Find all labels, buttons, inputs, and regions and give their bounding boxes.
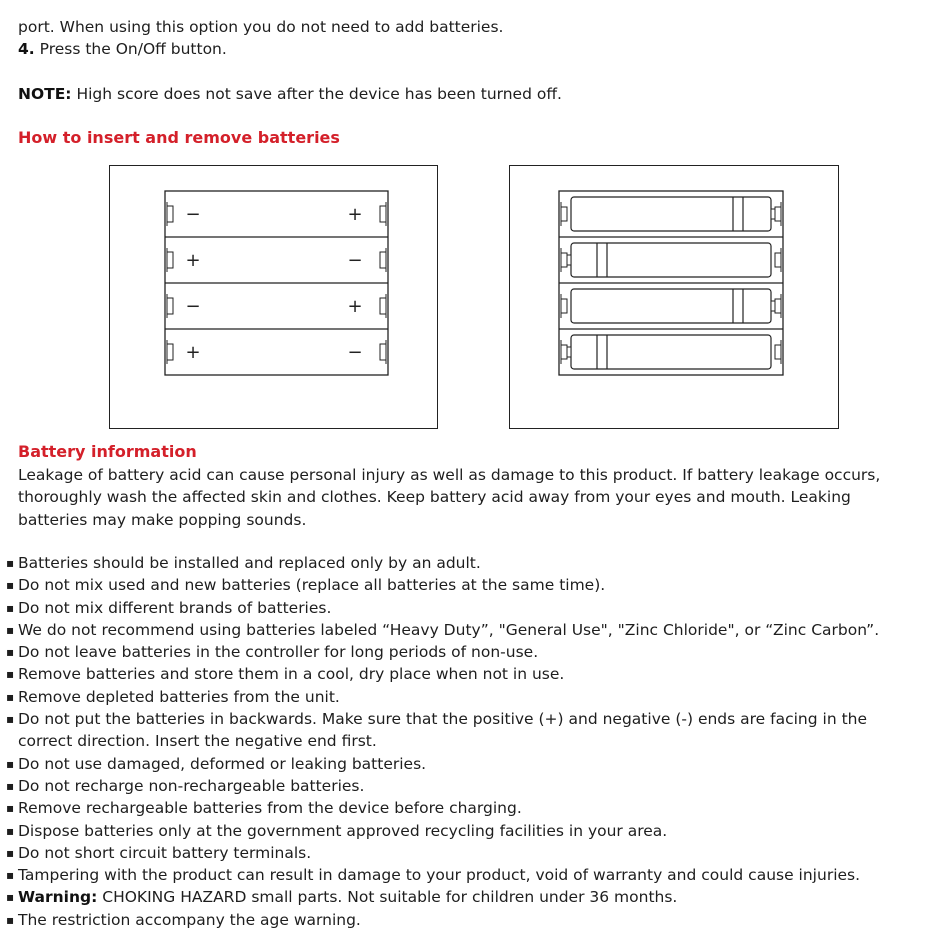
bullet-marker: ▪	[6, 556, 15, 570]
bullet-text: Remove depleted batteries from the unit.	[18, 687, 340, 706]
bullet-text: CHOKING HAZARD small parts. Not suitable for children under 36 months.	[97, 888, 678, 907]
bullet-text: Do not use damaged, deformed or leaking batteries.	[18, 754, 427, 773]
battery-information-heading: Battery information	[18, 442, 197, 461]
bullet-marker: ▪	[6, 801, 15, 816]
battery-positive-nub	[567, 255, 571, 265]
battery-body	[571, 243, 771, 277]
bullet-text: We do not recommend using batteries labeled “Heavy Duty”, "General Use", "Zinc Chloride", or “Zinc Carbon”.	[18, 620, 880, 639]
bullet-text: Do not put the batteries in backwards. Make sure that the positive (+) and negative (-) ends are facing in the correct direction. Insert the negative end first.	[18, 710, 868, 751]
bullet-marker: ▪	[6, 845, 15, 860]
installed-battery	[559, 283, 783, 323]
installed-battery	[559, 329, 783, 369]
battery-installed-svg	[510, 166, 838, 428]
bullet-marker: ▪	[6, 823, 15, 838]
installed-battery	[559, 237, 783, 277]
bullet-text: Do not leave batteries in the controller for long periods of non-use.	[18, 643, 539, 662]
bullet-marker: ▪	[6, 756, 15, 771]
installed-battery-rows	[559, 197, 783, 369]
note-label: NOTE:	[18, 85, 72, 103]
battery-safety-item	[6, 552, 921, 574]
intro-line: port. When using this option you do not need to add batteries.	[18, 18, 504, 36]
bullet-text: Do not short circuit battery terminals.	[18, 843, 312, 862]
battery-safety-item	[6, 864, 921, 886]
battery-safety-item	[6, 797, 921, 819]
battery-compartment-diagram-filled	[509, 165, 839, 429]
battery-safety-item	[6, 708, 921, 753]
battery-safety-item	[6, 686, 921, 708]
step-line	[18, 38, 227, 60]
step-number: 4.	[18, 40, 35, 58]
left-polarity-sign: −	[185, 296, 201, 317]
right-polarity-sign: −	[347, 342, 363, 363]
battery-safety-item	[6, 619, 921, 641]
note-text: High score does not save after the device has been turned off.	[71, 85, 562, 103]
bullet-marker: ▪	[6, 689, 15, 704]
battery-body	[571, 197, 771, 231]
bullet-text: Do not mix used and new batteries (replace all batteries at the same time).	[18, 576, 606, 595]
bullet-text: Do not mix different brands of batteries.	[18, 598, 332, 617]
bullet-marker: ▪	[6, 778, 15, 793]
battery-positive-nub	[771, 301, 775, 311]
right-polarity-sign: +	[347, 204, 363, 225]
bullet-text: Remove rechargeable batteries from the device before charging.	[18, 799, 522, 818]
bullet-marker: ▪	[6, 600, 15, 615]
left-polarity-sign: +	[185, 250, 201, 271]
note-line	[18, 83, 562, 105]
battery-safety-list	[6, 552, 921, 931]
warning-label: Warning:	[18, 888, 98, 907]
left-polarity-sign: +	[185, 342, 201, 363]
right-polarity-sign: −	[347, 250, 363, 271]
bullet-marker: ▪	[6, 712, 15, 727]
bullet-text: The restriction accompany the age warning.	[18, 910, 361, 929]
bullet-text: Do not recharge non-rechargeable batteries.	[18, 776, 365, 795]
battery-compartment-svg	[110, 166, 437, 428]
bullet-text: Dispose batteries only at the government approved recycling facilities in your area.	[18, 821, 668, 840]
battery-safety-item	[6, 820, 921, 842]
bullet-marker: ▪	[6, 868, 15, 883]
battery-safety-item	[6, 574, 921, 596]
bullet-marker: ▪	[6, 622, 15, 637]
battery-compartment-diagram-empty	[109, 165, 438, 429]
battery-safety-item	[6, 641, 921, 663]
battery-safety-item	[6, 663, 921, 685]
bullet-marker: ▪	[6, 912, 15, 927]
battery-warning-paragraph: Leakage of battery acid can cause personal injury as well as damage to this product. If battery leakage occurs, thoroughly wash the affected skin and clothes. Keep battery acid away from your eyes and mouth. Leaking batteries may make popping sounds.	[18, 466, 881, 529]
step-text: Press the On/Off button.	[34, 40, 227, 58]
battery-body	[571, 289, 771, 323]
battery-safety-item	[6, 775, 921, 797]
bullet-marker: ▪	[6, 578, 15, 593]
battery-positive-nub	[771, 209, 775, 219]
battery-safety-item	[6, 753, 921, 775]
insert-batteries-heading: How to insert and remove batteries	[18, 128, 340, 147]
battery-safety-item	[6, 597, 921, 619]
battery-safety-item	[6, 842, 921, 864]
bullet-marker: ▪	[6, 645, 15, 660]
installed-battery	[561, 197, 781, 231]
battery-positive-nub	[567, 347, 571, 357]
battery-body	[571, 335, 771, 369]
left-polarity-sign: −	[185, 204, 201, 225]
bullet-marker: ▪	[6, 890, 15, 905]
battery-safety-item	[6, 909, 921, 931]
bullet-marker: ▪	[6, 667, 15, 682]
battery-safety-item	[6, 886, 921, 908]
bullet-text: Tampering with the product can result in damage to your product, void of warranty and could cause injuries.	[18, 866, 861, 885]
bullet-text: Batteries should be installed and replaced only by an adult.	[18, 554, 481, 572]
right-polarity-sign: +	[347, 296, 363, 317]
bullet-text: Remove batteries and store them in a cool, dry place when not in use.	[18, 665, 565, 684]
